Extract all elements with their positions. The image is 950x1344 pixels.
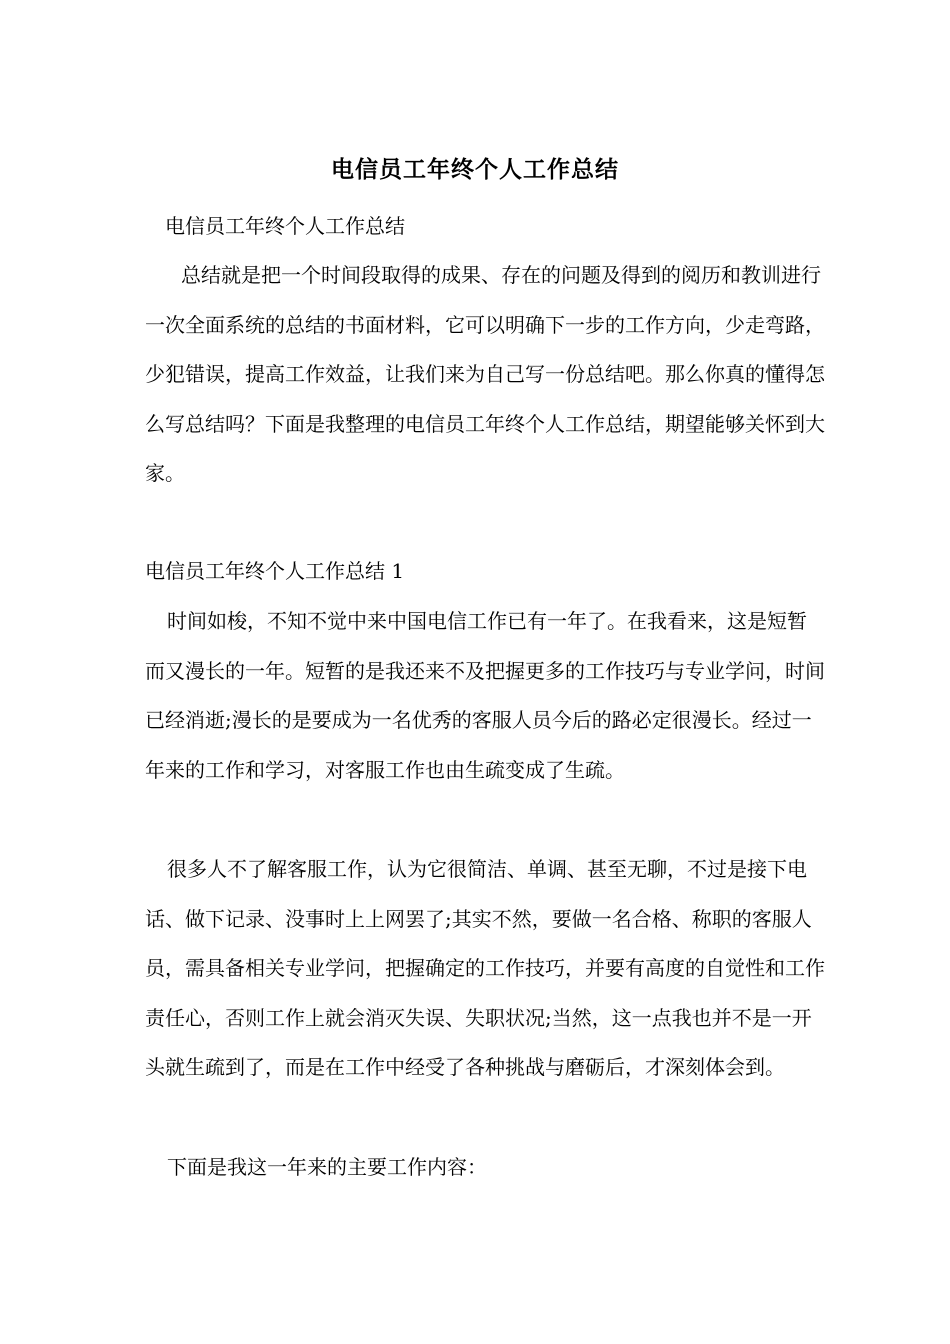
body-paragraph-3: 下面是我这一年来的主要工作内容： [167,1155,487,1179]
document-title: 电信员工年终个人工作总结 [331,156,619,183]
body-paragraph-2: 很多人不了解客服工作，认为它很简洁、单调、甚至无聊，不过是接下电话、做下记录、没事时上上网罢了;其实不然，要做一名合格、称职的客服人员，需具备相关专业学问，把握确定的工作技巧，并要有高度的自觉性和工作责任心，否则工作上就会消灭失误、失职状况;当然，这一点我也并不是一开头就生疏到了，而是在工作中经受了各种挑战与磨砺后，才深刻体会到。 [145,857,825,1079]
section-heading: 电信员工年终个人工作总结 1 [145,559,405,583]
body-paragraph-1: 时间如梭，不知不觉中来中国电信工作已有一年了。在我看来，这是短暂而又漫长的一年。短暂的是我还来不及把握更多的工作技巧与专业学问，时间已经消逝;漫长的是要成为一名优秀的客服人员今后的路必定很漫长。经过一年来的工作和学习，对客服工作也由生疏变成了生疏。 [145,609,825,782]
intro-paragraph: 总结就是把一个时间段取得的成果、存在的问题及得到的阅历和教训进行一次全面系统的总结的书面材料，它可以明确下一步的工作方向，少走弯路，少犯错误，提高工作效益，让我们来为自己写一份总结吧。那么你真的懂得怎么写总结吗？下面是我整理的电信员工年终个人工作总结，期望能够关怀到大家。 [145,263,825,485]
document-subtitle: 电信员工年终个人工作总结 [165,214,405,238]
